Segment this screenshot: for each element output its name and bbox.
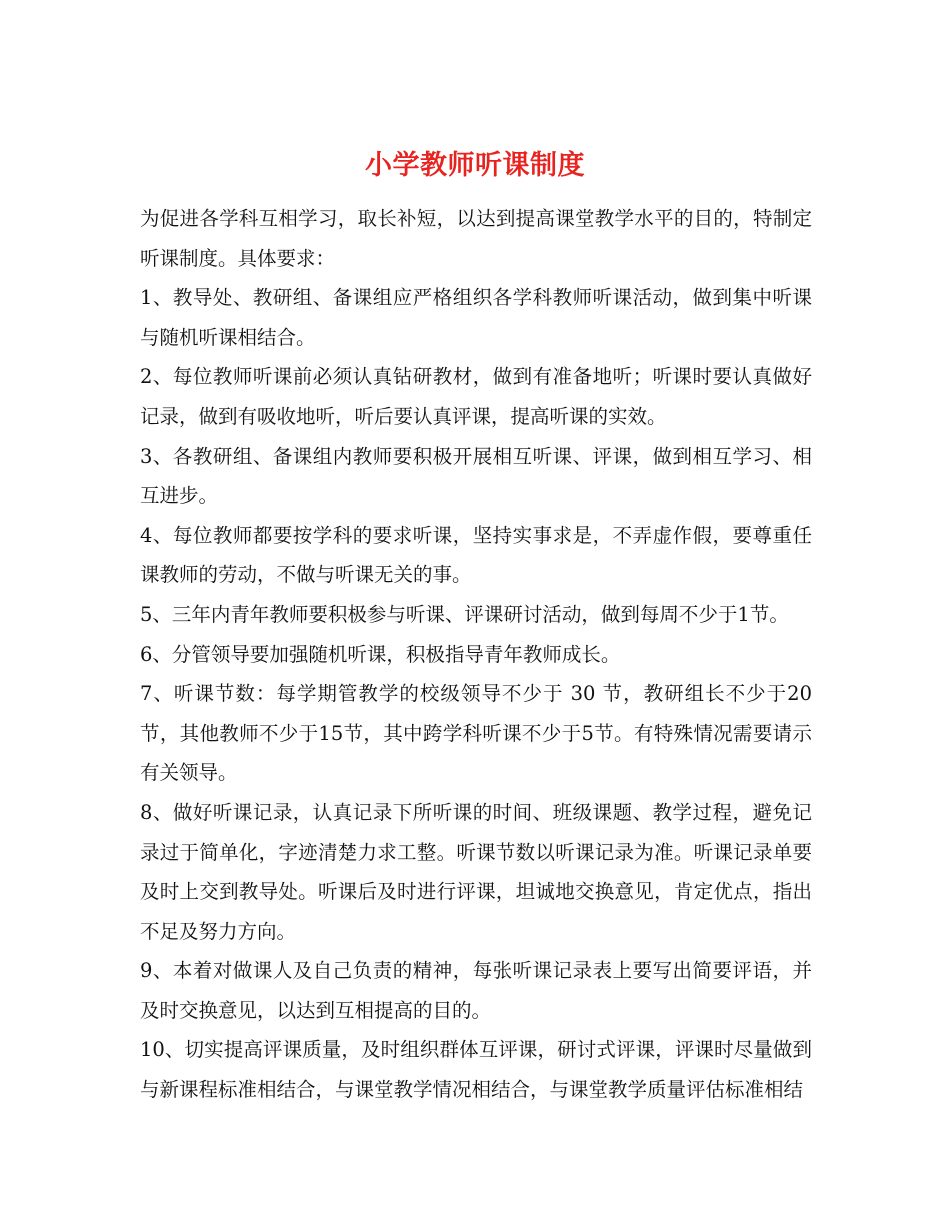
rule-item-2: 2、每位教师听课前必须认真钻研教材，做到有准备地听；听课时要认真做好记录，做到有吸收地听，听后要认真评课，提高听课的实效。 (140, 365, 812, 428)
rule-item-1: 1、教导处、教研组、备课组应严格组织各学科教师听课活动，做到集中听课与随机听课相结合。 (140, 286, 812, 349)
rule-item-9: 9、本着对做课人及自己负责的精神，每张听课记录表上要写出简要评语，并及时交换意见，以达到互相提高的目的。 (140, 959, 812, 1022)
rule-item-10: 10、切实提高评课质量，及时组织群体互评课，研讨式评课，评课时尽量做到与新课程标准相结合，与课堂教学情况相结合，与课堂教学质量评估标准相结 (140, 1038, 812, 1102)
intro-paragraph: 为促进各学科互相学习，取长补短，以达到提高课堂教学水平的目的，特制定听课制度。具体要求： (140, 207, 812, 270)
rule-item-6: 6、分管领导要加强随机听课，积极指导青年教师成长。 (140, 642, 621, 666)
rule-item-5: 5、三年内青年教师要积极参与听课、评课研讨活动，做到每周不少于1节。 (140, 602, 789, 626)
document-body (140, 199, 812, 1110)
rule-item-4: 4、每位教师都要按学科的要求听课，坚持实事求是，不弄虚作假，要尊重任课教师的劳动，不做与听课无关的事。 (140, 523, 812, 587)
rule-item-3: 3、各教研组、备课组内教师要积极开展相互听课、评课，做到相互学习、相互进步。 (140, 444, 812, 508)
rule-item-7: 7、听课节数：每学期管教学的校级领导不少于 30 节，教研组长不少于20节，其他教师不少于15节，其中跨学科听课不少于5节。有特殊情况需要请示有关领导。 (140, 682, 812, 785)
document-title: 小学教师听课制度 (365, 150, 585, 182)
rule-item-8: 8、做好听课记录，认真记录下所听课的时间、班级课题、教学过程，避免记录过于简单化，字迹清楚力求工整。听课节数以听课记录为准。听课记录单要及时上交到教导处。听课后及时进行评课，坦诚地交换意见，肯定优点，指出不足及努力方向。 (140, 800, 812, 943)
